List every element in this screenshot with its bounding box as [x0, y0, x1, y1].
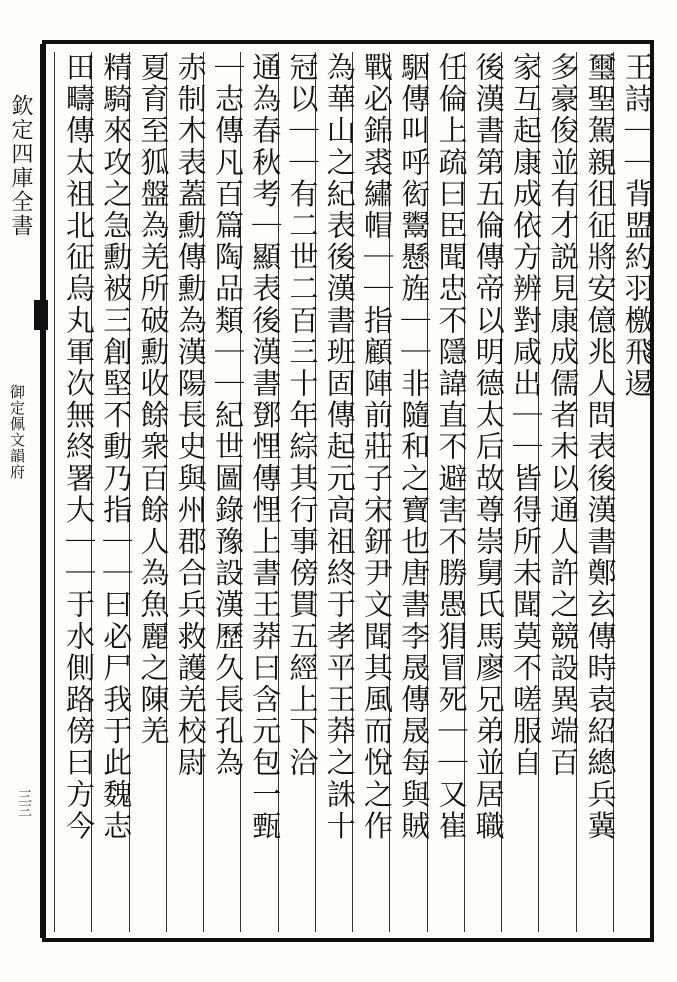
column-text: 精騎來攻之急勳被三創堅不動乃指｜｜曰必尸我于此魏志 [99, 52, 134, 842]
book-subtitle: 御定佩文韻府 [8, 384, 26, 480]
column-text: 戰必錦裘繡帽｜｜指顧陣前莊子宋鈃尹文聞其風而悅之作 [360, 52, 394, 842]
text-column [54, 52, 96, 932]
book-title: 欽定四庫全書 [8, 94, 33, 238]
column-text: 璽聖駕親徂征將安億兆人問表後漢書鄭玄傳時袁紹總兵冀 [583, 52, 618, 842]
margin-strip [0, 44, 42, 938]
column-text: 夏育至狐盤為羌所破勳收餘衆百餘人為魚麗之陳羌 [136, 52, 171, 748]
column-text: 多豪俊並有才説見康成儒者未以通人許之競設異端百 [546, 52, 581, 779]
column-text: 王詩｜｜背盟約羽檄飛逷 [620, 52, 655, 400]
column-text: 冠以｜｜有二世二百三十年綜其行事傍貫五經上下洽 [285, 52, 320, 779]
page-number: 三三 [16, 789, 32, 817]
column-text: 家互起康成依方辨對咸出｜｜皆得所未聞莫不嗟服自 [509, 52, 543, 779]
column-text: 田疇傳太祖北征烏丸軍次無終署大｜｜于水側路傍曰方今 [62, 52, 96, 842]
column-text: 任倫上疏曰臣聞忠不隱諱直不避害不勝愚狷冒死｜｜又崔 [434, 52, 469, 842]
column-text: ｜志傳凡百篇陶品類｜｜紀世圖錄豫設漢歷久長孔為 [211, 52, 245, 779]
column-text: 通為春秋考｜顯表後漢書鄧悝傳悝上書王莽曰含元包一甄 [248, 52, 283, 842]
column-text: 赤制木表蓋勳傳勳為漢陽長史與州郡合兵救護羌校尉 [173, 52, 208, 779]
column-text: 為華山之紀表後漢書班固傳起元高祖終于孝平王莽之誅十 [322, 52, 357, 842]
column-text: 後漢書第五倫傳帝以明德太后故尊崇舅氏馬廖兄弟並居職 [471, 52, 506, 842]
fishtail-mark [34, 300, 48, 330]
column-text: 駰傳叫呼衒鬻懸旌｜｜非隨和之寶也唐書李晟傳晟每與賊 [397, 52, 432, 842]
